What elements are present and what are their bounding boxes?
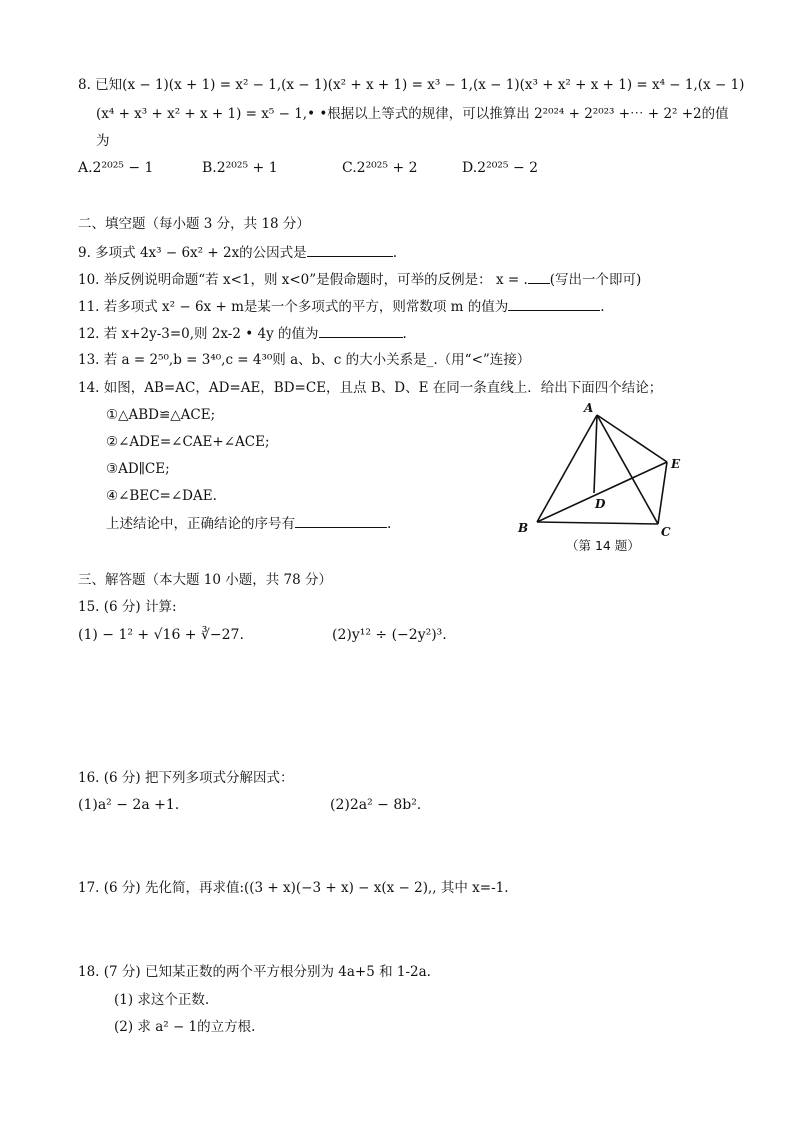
segment-bc [537, 522, 658, 524]
q14-stem: 14. 如图，AB=AC，AD=AE，BD=CE，且点 B、D、E 在同一条直线上．给出下面四个结论； [78, 380, 663, 396]
q9-end: . [392, 245, 397, 261]
q12-text: 12. 若 x+2y-3=0,则 2x-2 • 4y 的值为 [78, 326, 319, 342]
q10-answer-blank[interactable] [528, 269, 550, 284]
q15-stem: 15. (6 分) 计算: [78, 599, 177, 615]
section-3-title: 三、解答题（本大题 10 小题，共 78 分） [78, 572, 333, 588]
q18-part-1: (1) 求这个正数. [114, 992, 210, 1008]
question-12 [78, 323, 407, 344]
question-9 [78, 242, 397, 263]
q14-conclusion-3: ③AD∥CE; [106, 461, 170, 477]
q14-ask-text: 上述结论中，正确结论的序号有 [106, 516, 295, 532]
label-c: C [661, 525, 671, 539]
q14-conclusion-1: ①△ABD≌△ACE; [106, 407, 216, 423]
q12-end: . [402, 326, 407, 342]
q8-option-b: B.2²⁰²⁵ + 1 [202, 160, 278, 176]
q16-part-1: (1)a² − 2a +1. [78, 797, 180, 813]
question-11 [78, 296, 605, 317]
q8-line-1: 8. 已知(x − 1)(x + 1) = x² − 1,(x − 1)(x² + x + 1) = x³ − 1,(x − 1)(x³ + x² + x + 1) = x⁴ − 1,(x − 1) [78, 77, 745, 93]
q15-part-1: (1) − 1² + √16 + ∛−27. [78, 627, 244, 643]
q8-line-2: (x⁴ + x³ + x² + x + 1) = x⁵ − 1,• •根据以上等式的规律，可以推算出 2²⁰²⁴ + 2²⁰²³ +⋯ + 2² +2的值 [96, 106, 729, 122]
question-10 [78, 269, 641, 290]
label-b: B [518, 521, 529, 535]
q9-answer-blank[interactable] [307, 242, 393, 257]
q11-end: . [600, 299, 605, 315]
label-d: D [595, 497, 606, 511]
q14-figure-caption: （第 14 题） [566, 538, 640, 553]
q16-stem: 16. (6 分) 把下列多项式分解因式： [78, 770, 294, 786]
section-2-title: 二、填空题（每小题 3 分，共 18 分） [78, 216, 310, 232]
q8-option-a: A.2²⁰²⁵ − 1 [78, 160, 154, 176]
q8-option-d: D.2²⁰²⁵ − 2 [462, 160, 539, 176]
label-a: A [584, 401, 594, 415]
q14-ask [106, 513, 391, 534]
q8-option-c: C.2²⁰²⁵ + 2 [342, 160, 418, 176]
q14-ask-end: . [387, 516, 392, 532]
q18-part-2: (2) 求 a² − 1的立方根. [114, 1019, 256, 1035]
q18-stem: 18. (7 分) 已知某正数的两个平方根分别为 4a+5 和 1-2a. [78, 964, 431, 980]
q9-text: 9. 多项式 4x³ − 6x² + 2x的公因式是 [78, 245, 307, 261]
q12-answer-blank[interactable] [319, 323, 403, 338]
label-e: E [671, 457, 681, 471]
segment-ad [594, 415, 597, 493]
question-13: 13. 若 a = 2⁵⁰,b = 3⁴⁰,c = 4³⁰则 a、b、c 的大小关系是_.（用“<”连接） [78, 352, 531, 368]
segment-ae [597, 415, 667, 462]
q14-conclusion-2: ②∠ADE=∠CAE+∠ACE; [106, 434, 270, 450]
q16-part-2: (2)2a² − 8b². [330, 797, 422, 813]
question-17: 17. (6 分) 先化简，再求值:((3 + x)(−3 + x) − x(x − 2),, 其中 x=-1. [78, 880, 509, 896]
segment-ec [658, 462, 667, 524]
segment-ab [537, 415, 597, 522]
q14-answer-blank[interactable] [295, 513, 387, 528]
q10-text: 10. 举反例说明命题“若 x<1，则 x<0”是假命题时，可举的反例是： x = . [78, 272, 528, 288]
segment-be [537, 462, 667, 522]
q11-text: 11. 若多项式 x² − 6x + m是某一个多项式的平方，则常数项 m 的值为 [78, 299, 509, 315]
q14-triangle-figure [510, 398, 700, 558]
q8-line-3: 为 [96, 133, 110, 149]
q14-conclusion-4: ④∠BEC=∠DAE. [106, 488, 217, 504]
q10-hint: (写出一个即可) [549, 272, 642, 288]
q15-part-2: (2)y¹² ÷ (−2y²)³. [332, 627, 447, 643]
q11-answer-blank[interactable] [508, 296, 600, 311]
